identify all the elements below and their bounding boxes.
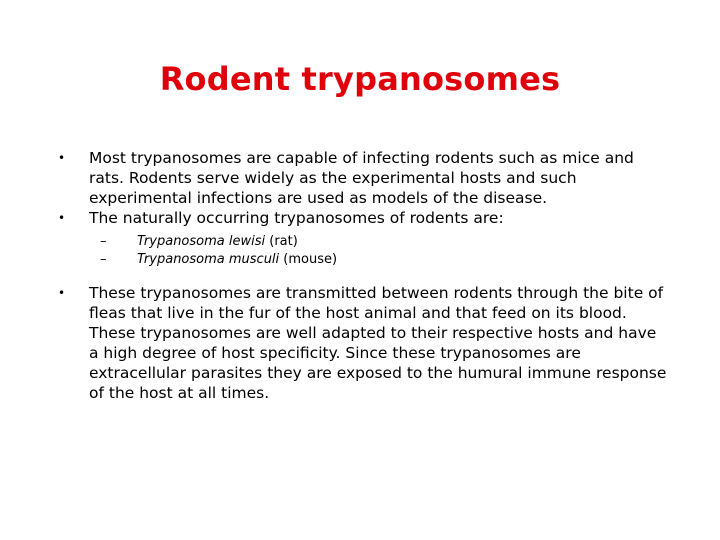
bullet-text: The naturally occurring trypanosomes of rodents are:	[89, 209, 504, 227]
bullet-item	[58, 148, 668, 208]
species-host: (rat)	[265, 234, 298, 249]
slide-title: Rodent trypanosomes	[159, 60, 561, 98]
bullet-marker: •	[58, 151, 66, 165]
species-name: Trypanosoma lewisi	[137, 234, 266, 249]
dash-marker: –	[100, 234, 107, 249]
bullet-marker: •	[58, 211, 66, 225]
bullet-text: Most trypanosomes are capable of infecting rodents such as mice and rats. Rodents serve widely as the experimental hosts and such experimental infections are used as models of the disease.	[89, 149, 634, 207]
bullet-text: These trypanosomes are transmitted between rodents through the bite of fleas that live in the fur of the host animal and that feed on its blood. These trypanosomes are well adapted to their respective hosts and have a high degree of host specificity. Since these trypanosomes are extracellular parasites they are exposed to the humural immune response of the host at all times.	[89, 284, 667, 402]
bullet-item	[58, 283, 668, 403]
species-host: (mouse)	[279, 252, 338, 267]
dash-marker: –	[100, 252, 107, 267]
species-item	[100, 251, 668, 269]
species-name: Trypanosoma musculi	[137, 252, 280, 267]
bullet-marker: •	[58, 286, 66, 300]
species-item	[100, 233, 668, 251]
species-list	[58, 233, 668, 269]
slide-body	[58, 148, 668, 403]
bullet-item	[58, 208, 668, 228]
